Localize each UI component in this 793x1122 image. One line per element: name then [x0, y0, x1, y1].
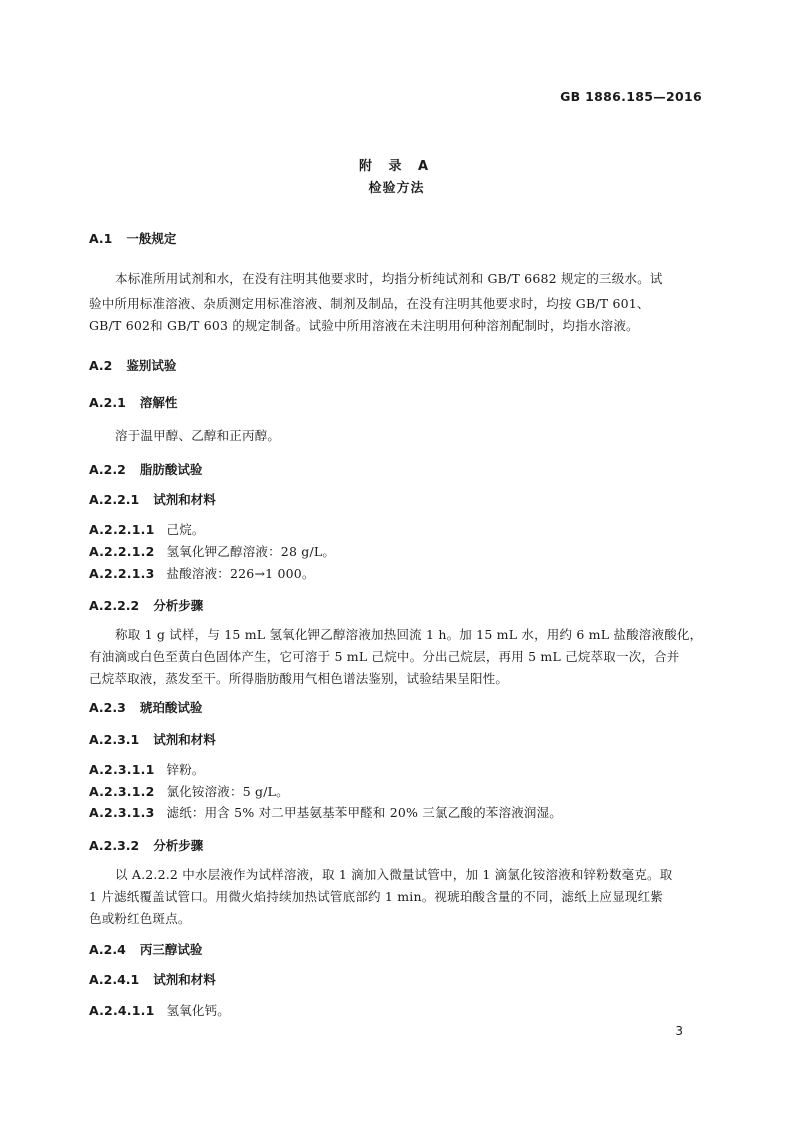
section-number: A.2.2 [89, 462, 126, 477]
section-title: 分析步骤 [153, 598, 204, 613]
section-heading-a221 [89, 490, 216, 508]
paragraph-line: 本标准所用试剂和水，在没有注明其他要求时，均指分析纯试剂和 GB/T 6682 规定的三级水。试 [115, 271, 663, 286]
section-title: 一般规定 [126, 231, 177, 246]
section-title: 试剂和材料 [153, 732, 216, 747]
item-text: 己烷。 [166, 522, 205, 537]
section-number: A.2.1 [89, 395, 126, 410]
list-item [89, 760, 205, 778]
section-heading-a24 [89, 940, 202, 958]
item-text: 氢氧化钙。 [166, 1003, 231, 1018]
section-title: 琥珀酸试验 [139, 700, 203, 715]
item-text: 锌粉。 [166, 762, 205, 777]
item-text: 氢氧化钾乙醇溶液：28 g/L。 [166, 544, 336, 559]
section-heading-a22 [89, 460, 202, 478]
section-title: 鉴别试验 [126, 358, 177, 373]
paragraph-line: 1 片滤纸覆盖试管口。用微火焰持续加热试管底部约 1 min。视琥珀酸含量的不同，滤纸上应显现红紫 [89, 889, 664, 904]
section-heading-a222 [89, 596, 203, 614]
item-number: A.2.3.1.1 [89, 762, 155, 777]
appendix-subtitle: 检验方法 [368, 181, 425, 196]
section-heading-a241 [89, 970, 216, 988]
paragraph-line: GB/T 602和 GB/T 603 的规定制备。试验中所用溶液在未注明用何种溶剂配制时，均指水溶液。 [89, 318, 639, 333]
section-number: A.2 [89, 358, 113, 373]
item-text: 滤纸：用含 5% 对二甲基氨基苯甲醛和 20% 三氯乙酸的苯溶液润湿。 [166, 805, 563, 820]
list-item [89, 803, 562, 821]
section-number: A.1 [89, 231, 113, 246]
section-title: 脂肪酸试验 [139, 462, 203, 477]
paragraph-line: 己烷萃取液，蒸发至干。所得脂肪酸用气相色谱法鉴别，试验结果呈阳性。 [89, 671, 509, 686]
section-title: 丙三醇试验 [139, 942, 203, 957]
item-number: A.2.3.1.3 [89, 805, 155, 820]
item-number: A.2.2.1.3 [89, 566, 155, 581]
section-title: 试剂和材料 [153, 972, 216, 987]
item-number: A.2.2.1.1 [89, 522, 155, 537]
section-heading-a2 [89, 356, 176, 374]
paragraph-line: 验中所用标准溶液、杂质测定用标准溶液、制剂及制品，在没有注明其他要求时，均按 GB/T 601、 [89, 296, 650, 311]
section-number: A.2.4.1 [89, 972, 140, 987]
section-number: A.2.3 [89, 700, 126, 715]
list-item [89, 564, 315, 582]
section-heading-a231 [89, 730, 216, 748]
list-item [89, 520, 205, 538]
section-heading-a21 [89, 393, 177, 411]
paragraph-line: 溶于温甲醇、乙醇和正丙醇。 [115, 428, 281, 443]
section-heading-a232 [89, 836, 203, 854]
paragraph-line: 色或粉红色斑点。 [89, 911, 191, 926]
list-item [89, 1001, 230, 1019]
section-number: A.2.2.2 [89, 598, 140, 613]
section-number: A.2.3.2 [89, 838, 140, 853]
item-number: A.2.4.1.1 [89, 1003, 155, 1018]
paragraph-line: 以 A.2.2.2 中水层液作为试样溶液，取 1 滴加入微量试管中，加 1 滴氯化铵溶液和锌粉数毫克。取 [115, 867, 673, 882]
section-number: A.2.3.1 [89, 732, 140, 747]
section-title: 溶解性 [139, 395, 178, 410]
paragraph-line: 有油滴或白色至黄白色固体产生，它可溶于 5 mL 己烷中。分出己烷层，再用 5 mL 己烷萃取一次，合并 [89, 649, 680, 664]
list-item [89, 542, 335, 560]
section-heading-a23 [89, 698, 202, 716]
section-heading-a1 [89, 229, 176, 247]
item-text: 氯化铵溶液：5 g/L。 [166, 784, 289, 799]
page-number: 3 [675, 1024, 683, 1038]
item-text: 盐酸溶液：226→1 000。 [166, 566, 315, 581]
appendix-title: 附 录 A [358, 159, 435, 174]
standard-code: GB 1886.185—2016 [560, 89, 702, 104]
section-number: A.2.4 [89, 942, 126, 957]
list-item [89, 782, 289, 800]
section-title: 分析步骤 [153, 838, 204, 853]
item-number: A.2.3.1.2 [89, 784, 155, 799]
section-title: 试剂和材料 [153, 492, 216, 507]
item-number: A.2.2.1.2 [89, 544, 155, 559]
paragraph-line: 称取 1 g 试样，与 15 mL 氢氧化钾乙醇溶液加热回流 1 h。加 15 mL 水，用约 6 mL 盐酸溶液酸化， [115, 627, 703, 642]
section-number: A.2.2.1 [89, 492, 140, 507]
